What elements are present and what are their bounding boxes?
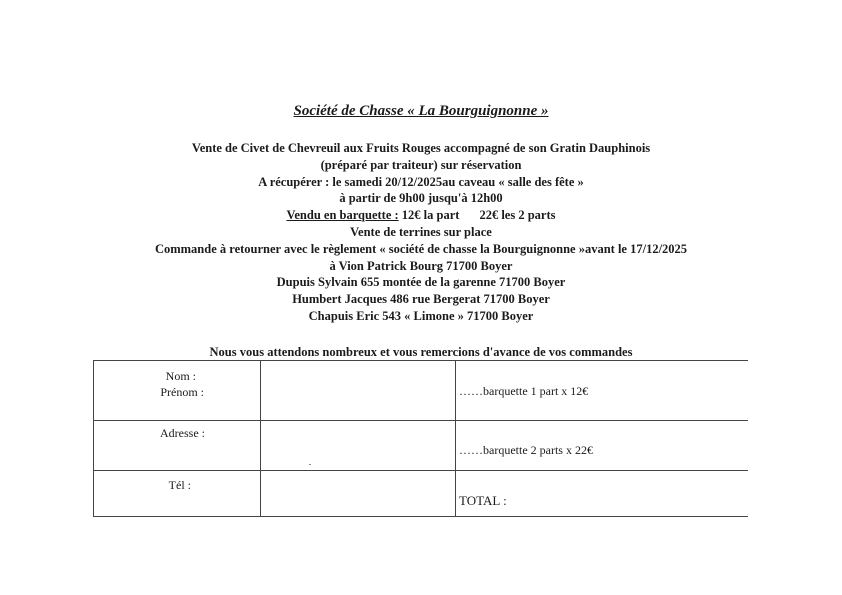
order-return-note: Commande à retourner avec le règlement « société de chasse la Bourguignonne »avant le 17/12/2025 <box>154 241 688 256</box>
page-title: Société de Chasse « La Bourguignonne » <box>293 103 549 119</box>
contact-1: à Vion Patrick Bourg 71700 Boyer <box>329 258 513 273</box>
pricing-label: Vendu en barquette : <box>286 208 399 223</box>
nom-label: Nom : <box>165 369 196 383</box>
adresse-label: Adresse : <box>160 426 205 440</box>
reservation-note: (préparé par traiteur) sur réservation <box>320 157 522 172</box>
prenom-label: Prénom : <box>160 385 204 399</box>
order-form <box>93 360 748 516</box>
contact-4: Chapuis Eric 543 « Limone » 71700 Boyer <box>308 308 534 323</box>
name-entry-field[interactable] <box>261 361 455 420</box>
item-single-portion: ……barquette 1 part x 12€ <box>459 384 589 398</box>
terrines-note: Vente de terrines sur place <box>350 224 492 239</box>
price-single: 12€ la part <box>401 208 460 223</box>
pickup-hours: à partir de 9h00 jusqu'à 12h00 <box>339 191 503 206</box>
contact-2: Dupuis Sylvain 655 montée de la garenne 71700 Boyer <box>276 275 566 290</box>
total-label: TOTAL : <box>459 493 507 508</box>
item-double-portion: ……barquette 2 parts x 22€ <box>459 443 593 457</box>
phone-entry-field[interactable] <box>261 471 455 516</box>
announcement-text <box>60 140 782 325</box>
pickup-info: A récupérer : le samedi 20/12/2025au caveau « salle des fête » <box>258 174 584 189</box>
price-double: 22€ les 2 parts <box>479 208 556 223</box>
pricing-line <box>60 207 782 224</box>
address-entry-field[interactable] <box>261 421 455 470</box>
contact-3: Humbert Jacques 486 rue Bergerat 71700 Boyer <box>292 292 550 307</box>
tel-label: Tél : <box>168 478 191 492</box>
closing-message: Nous vous attendons nombreux et vous remercions d'avance de vos commandes <box>209 345 633 359</box>
product-description: Vente de Civet de Chevreuil aux Fruits Rouges accompagné de son Gratin Dauphinois <box>191 141 651 155</box>
scan-speck <box>309 464 311 465</box>
